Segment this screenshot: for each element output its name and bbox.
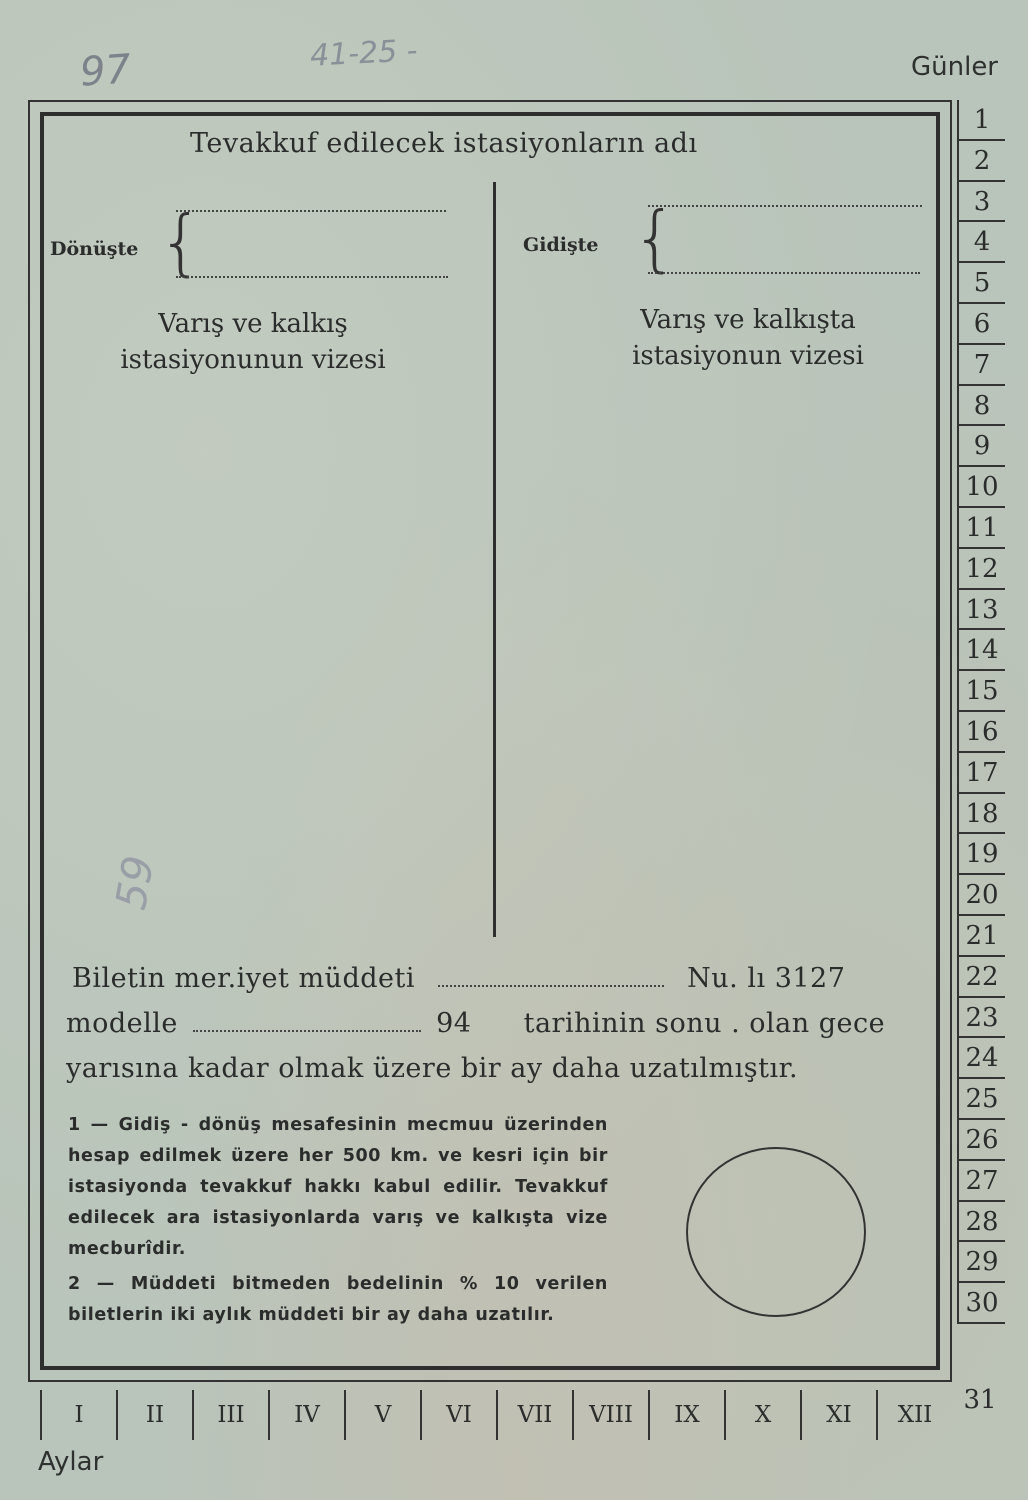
months-row [40, 1390, 952, 1440]
year-value: 94 [436, 1008, 472, 1039]
month-cell: XII [876, 1390, 952, 1440]
month-cell: IX [648, 1390, 724, 1440]
days-label: Günler [910, 52, 998, 82]
ticket-number: Nu. lı 3127 [687, 963, 846, 994]
day-cell: 21 [959, 916, 1005, 957]
day-cell: 23 [959, 998, 1005, 1039]
month-cell: IV [268, 1390, 344, 1440]
day-cell: 15 [959, 671, 1005, 712]
day-cell: 1 [959, 100, 1005, 141]
day-cell: 11 [959, 508, 1005, 549]
handwritten-code: 41-25 - [309, 33, 419, 74]
month-cell: VI [420, 1390, 496, 1440]
month-cell: XI [800, 1390, 876, 1440]
month-cell: X [724, 1390, 800, 1440]
day-cell: 3 [959, 182, 1005, 223]
day-cell: 30 [959, 1283, 1005, 1324]
return-station-field-1[interactable] [176, 210, 446, 212]
return-visa-line2: istasiyonunun vizesi [120, 345, 386, 375]
day-cell: 16 [959, 712, 1005, 753]
validity-field[interactable] [438, 985, 664, 987]
outbound-visa-line1: Varış ve kalkışta [640, 305, 856, 335]
extension-line-1 [72, 963, 845, 994]
day-cell: 28 [959, 1202, 1005, 1243]
outbound-visa-line2: istasiyonun vizesi [632, 341, 864, 371]
month-cell: I [40, 1390, 116, 1440]
model-label: modelle [66, 1008, 178, 1039]
extension-line-3: yarısına kadar olmak üzere bir ay daha uzatılmıştır. [66, 1053, 799, 1084]
date-text: tarihinin sonu . olan gece [523, 1008, 886, 1039]
return-brace: { [158, 200, 204, 284]
handwritten-number: 97 [78, 46, 133, 96]
day-cell: 6 [959, 304, 1005, 345]
day-cell: 4 [959, 222, 1005, 263]
month-cell: VII [496, 1390, 572, 1440]
days-column [957, 100, 1005, 1324]
outbound-brace: { [632, 196, 678, 280]
return-visa-caption [88, 306, 418, 378]
return-label: Dönüşte [50, 238, 139, 260]
day-cell: 5 [959, 263, 1005, 304]
outbound-station-field-1[interactable] [648, 205, 922, 207]
day-cell: 31 [963, 1385, 997, 1415]
day-cell: 14 [959, 630, 1005, 671]
stamp-circle [686, 1147, 866, 1317]
day-cell: 17 [959, 753, 1005, 794]
day-cell: 25 [959, 1079, 1005, 1120]
month-cell: II [116, 1390, 192, 1440]
month-cell: III [192, 1390, 268, 1440]
day-cell: 13 [959, 590, 1005, 631]
day-cell: 26 [959, 1120, 1005, 1161]
extension-line-2 [66, 1008, 885, 1039]
months-label: Aylar [38, 1447, 104, 1477]
day-cell: 29 [959, 1242, 1005, 1283]
month-cell: VIII [572, 1390, 648, 1440]
rules-notes [68, 1110, 608, 1335]
outbound-label: Gidişte [523, 234, 599, 256]
note-1: 1 — Gidiş - dönüş mesafesinin mecmuu üzerinden hesap edilmek üzere her 500 km. ve kesri için bir istasiyonda tevakkuf hakkı kabul edilir. Tevakkuf edilecek ara istasiyonlarda varış ve kalkışta vize mecburîdir. [68, 1115, 608, 1259]
return-visa-line1: Varış ve kalkış [158, 309, 348, 339]
column-divider [493, 182, 496, 937]
return-station-field-2[interactable] [176, 276, 448, 278]
day-cell: 22 [959, 957, 1005, 998]
note-2: 2 — Müddeti bitmeden bedelinin % 10 verilen biletlerin iki aylık müddeti bir ay daha uzatılır. [68, 1274, 608, 1325]
outbound-station-field-2[interactable] [648, 272, 920, 274]
handwritten-margin-note: 59 [105, 851, 164, 914]
form-title: Tevakkuf edilecek istasiyonların adı [190, 128, 698, 159]
validity-label: Biletin mer.iyet müddeti [72, 963, 415, 994]
day-cell: 10 [959, 467, 1005, 508]
month-cell: V [344, 1390, 420, 1440]
day-cell: 24 [959, 1038, 1005, 1079]
day-cell: 2 [959, 141, 1005, 182]
outbound-visa-caption [578, 302, 918, 374]
day-cell: 9 [959, 426, 1005, 467]
day-cell: 18 [959, 794, 1005, 835]
day-cell: 12 [959, 549, 1005, 590]
day-cell: 7 [959, 345, 1005, 386]
day-cell: 27 [959, 1161, 1005, 1202]
day-cell: 19 [959, 834, 1005, 875]
date-field[interactable] [193, 1030, 421, 1032]
day-cell: 8 [959, 386, 1005, 427]
day-cell: 20 [959, 875, 1005, 916]
